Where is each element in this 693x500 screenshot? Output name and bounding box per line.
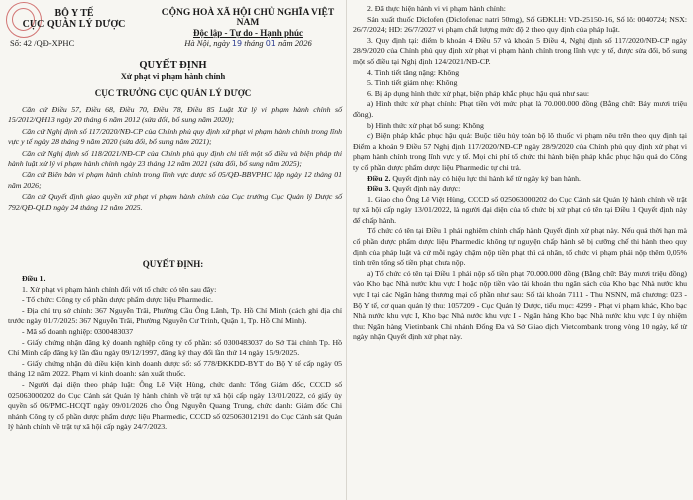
clause-line: Sản xuất thuốc Diclofen (Diclofenac natri 50mg), Số GĐKLH: VD-25150-16, Số lô: 0040724; NSX: 26/7/2024; HD: 26/7/2027 vi phạm chất lượng mức độ 2 theo quy định của pháp luật. (353, 14, 687, 35)
article-3 (353, 184, 687, 195)
article-3-line: a) Tổ chức có tên tại Điều 1 phải nộp số tiền phạt 70.000.000 đồng (Bằng chữ: Bảy mươi triệu đồng) vào Kho bạc Nhà nước khu vực I hoặc nộp tiền vào tài khoản thu ngân sách của Kho bạc Nhà nước khu vực I tại các Ngân hàng thương mại cổ phần như sau: Số tài khoản 7111 - Thu NSNN, mã chương: 023 - Bộ Y tế, cơ quan quản lý thu: 1057209 - Cục Quản lý Dược, tiểu mục: 4299 - Phạt vi phạm khác, Kho bạc Nhà nước khu vực I, Kho bạc Nhà nước khu vực I - Ngân hàng Kho bạc Nhà nước khu vực I ủy nhiệm thu: Ngân hàng Vietinbank Chi nhánh Đống Đa và Sở Giao dịch Vietcombank trong vòng 10 ngày, kể từ ngày nhận Quyết định xử phạt này. (353, 268, 687, 342)
article-1-line: - Địa chỉ trụ sở chính: 367 Nguyễn Trãi, Phường Cầu Ông Lãnh, Tp. Hồ Chí Minh (cách ghi địa chỉ trước ngày 01/7/2025: 367 Nguyễn Trãi, Phường Nguyễn Cư Trinh, Quận 1, Tp. Hồ Chí Minh). (8, 305, 342, 326)
article-2 (353, 174, 687, 185)
issuing-body (14, 8, 134, 30)
clause-line: 6. Bị áp dụng hình thức xử phạt, biện pháp khắc phục hậu quả như sau: (367, 88, 590, 98)
date-suffix: năm 2026 (278, 38, 312, 48)
national-heading (150, 8, 346, 38)
article-1-line: - Người đại diện theo pháp luật: Ông Lê Việt Hùng, chức danh: Tổng Giám đốc, CCCD số 025063000202 do Cục Cảnh sát Quản lý hành chính về trật tự xã hội cấp ngày 13/01/2022, có giấy ủy quyền số 06/PMC-HCQT ngày 09/01/2026 cho Ông Nguyễn Quang Trung, chức danh: Giám đốc Chi nhánh Công ty cổ phần dược phẩm dược liệu Pharmedic, CCCD số 025063012191 do Cục Cảnh sát Quản lý hành chính về trật tự xã hội cấp ngày 24/7/2023. (8, 379, 342, 432)
article-2-heading: Điều 2. (367, 173, 391, 183)
right-column (347, 0, 693, 500)
left-column (0, 0, 346, 500)
document-number (10, 38, 74, 48)
basis-paragraph: Căn cứ Nghị định số 117/2020/NĐ-CP của Chính phủ quy định xử phạt vi phạm hành chính trong lĩnh vực y tế ngày 28 tháng 9 năm 2020 (sửa đổi, bổ sung năm 2021); (8, 126, 342, 147)
article-2-text: Quyết định này có hiệu lực thi hành kể từ ngày ký ban hành. (392, 173, 581, 183)
basis-paragraph: Căn cứ Nghị định số 118/2021/NĐ-CP của Chính phủ quy định chi tiết một số điều và biện pháp thi hành luật xử lý vi phạm hành chính ngày 23 tháng 12 năm 2021 (sửa đổi, bổ sung năm 2025); (8, 148, 342, 169)
article-1-line: - Tổ chức: Công ty cổ phần dược phẩm dược liệu Pharmedic. (22, 295, 213, 305)
clause-line: 5. Tình tiết giảm nhẹ: Không (367, 78, 458, 88)
document-title: QUYẾT ĐỊNH (139, 60, 207, 71)
article-1-line: - Giấy chứng nhận đủ điều kiện kinh doanh dược số: số 778/ĐKKDD-BYT do Bộ Y tế cấp ngày 05 tháng 12 năm 2022. Phạm vi kinh doanh: sản xuất thuốc. (8, 358, 342, 379)
doc-number-suffix: /QĐ-XPHC (34, 38, 75, 48)
decides-heading: QUYẾT ĐỊNH: (142, 259, 204, 269)
article-3-heading: Điều 3. (367, 184, 391, 194)
date-line (150, 38, 346, 48)
article-3-line: Tổ chức có tên tại Điều 1 phải nghiêm chỉnh chấp hành Quyết định xử phạt này. Nếu quá thời hạn mà cổ phần dược phẩm dược liệu Pharmedic không tự nguyện chấp hành sẽ bị cưỡng chế thi hành theo quy định của pháp luật và cứ mỗi ngày chậm nộp tiền phạt thì cá nhân, tổ chức vi phạm phải nộp thêm 0,05% tính trên tổng số tiền phạt chưa nộp. (353, 226, 687, 268)
article-3-text: Quyết định này được: (392, 184, 461, 194)
clause-line: 2. Đã thực hiện hành vi vi phạm hành chính: (367, 4, 506, 13)
document-header (0, 8, 346, 54)
date-mid: tháng (244, 38, 264, 48)
article-1-line: 1. Xử phạt vi phạm hành chính đối với tổ chức có tên sau đây: (22, 284, 217, 294)
basis-paragraph: Căn cứ Điều 57, Điều 68, Điều 70, Điều 78, Điều 85 Luật Xử lý vi phạm hành chính số 15/2012/QH13 ngày 20 tháng 6 năm 2012 (sửa đổi, bổ sung năm 2020); (8, 105, 342, 125)
clause-line: a) Hình thức xử phạt chính: Phạt tiền với mức phạt là 70.000.000 đồng (Bằng chữ: Bảy mươi triệu đồng). (353, 99, 687, 119)
doc-number-label: Số: 42 (10, 38, 32, 48)
ministry-name: BỘ Y TẾ (54, 8, 94, 19)
basis-paragraph: Căn cứ Biên bản vi phạm hành chính trong lĩnh vực dược số 05/QĐ-BBVPHC lập ngày 12 tháng 01 năm 2026; (8, 170, 342, 190)
clause-line: b) Hình thức xử phạt bổ sung: Không (367, 120, 484, 130)
clause-line: 3. Quy định tại: điểm b khoản 4 Điều 57 và khoản 5 Điều 4, Nghị định số 117/2020/NĐ-CP ngày 28/9/2020 của Chính phủ quy định xử phạt vi phạm hành chính trong lĩnh vực y tế, được sửa đổi, bổ sung một số điều tại Nghị định 124/2021/NĐ-CP. (353, 35, 687, 66)
article-1-heading: Điều 1. (22, 274, 46, 283)
right-column-text (353, 4, 687, 343)
article-1-line: - Giấy chứng nhận đăng ký doanh nghiệp công ty cổ phần: số 0300483037 do Sở Tài chính Tp. Hồ Chí Minh cấp đăng ký lần đầu ngày 09/12/1997, đăng ký thay đổi lần thứ 14 ngày 15/9/2025. (8, 337, 342, 358)
basis-paragraph: Căn cứ Quyết định giao quyền xử phạt vi phạm hành chính của Cục trưởng Cục Quản lý Dược số 792/QĐ-QLD ngày 24 tháng 12 năm 2025. (8, 192, 342, 212)
article-1-line: - Mã số doanh nghiệp: 0300483037 (22, 326, 134, 336)
issuing-authority: CỤC TRƯỞNG CỤC QUẢN LÝ DƯỢC (94, 88, 252, 98)
document-subtitle: Xử phạt vi phạm hành chính (120, 71, 226, 81)
date-day: 19 (231, 39, 243, 48)
national-motto: Độc lập - Tự do - Hạnh phúc (192, 28, 303, 38)
agency-name: CỤC QUẢN LÝ DƯỢC (22, 19, 126, 30)
date-prefix: Hà Nội, ngày (184, 38, 230, 48)
article-3-line: 1. Giao cho Ông Lê Việt Hùng, CCCD số 025063000202 do Cục Cảnh sát Quản lý hành chính về trật tự xã hội cấp ngày 13/01/2022, là người đại diện của tổ chức bị xử phạt có tên tại Điều 1 Quyết định này để chấp hành. (353, 194, 687, 225)
legal-basis (8, 105, 342, 214)
clause-line: c) Biện pháp khắc phục hậu quả: Buộc tiêu hủy toàn bộ lô thuốc vi phạm nêu trên theo quy định tại Điểm a khoản 9 Điều 57 Nghị định 117/2020/NĐ-CP ngày 28/9/2020 của Chính phủ quy định xử phạt vi phạm hành chính trong lĩnh vực y tế. Mọi chi phí tổ chức thi hành biện pháp khắc phục hậu quả do Công ty cổ phần dược phẩm dược liệu Pharmedic tự chi trả. (353, 131, 687, 172)
country-name: CỘNG HOÀ XÃ HỘI CHỦ NGHĨA VIỆT NAM (161, 8, 335, 28)
clause-line: 4. Tình tiết tăng nặng: Không (367, 67, 460, 77)
article-1 (8, 274, 342, 433)
date-month: 01 (265, 39, 276, 48)
